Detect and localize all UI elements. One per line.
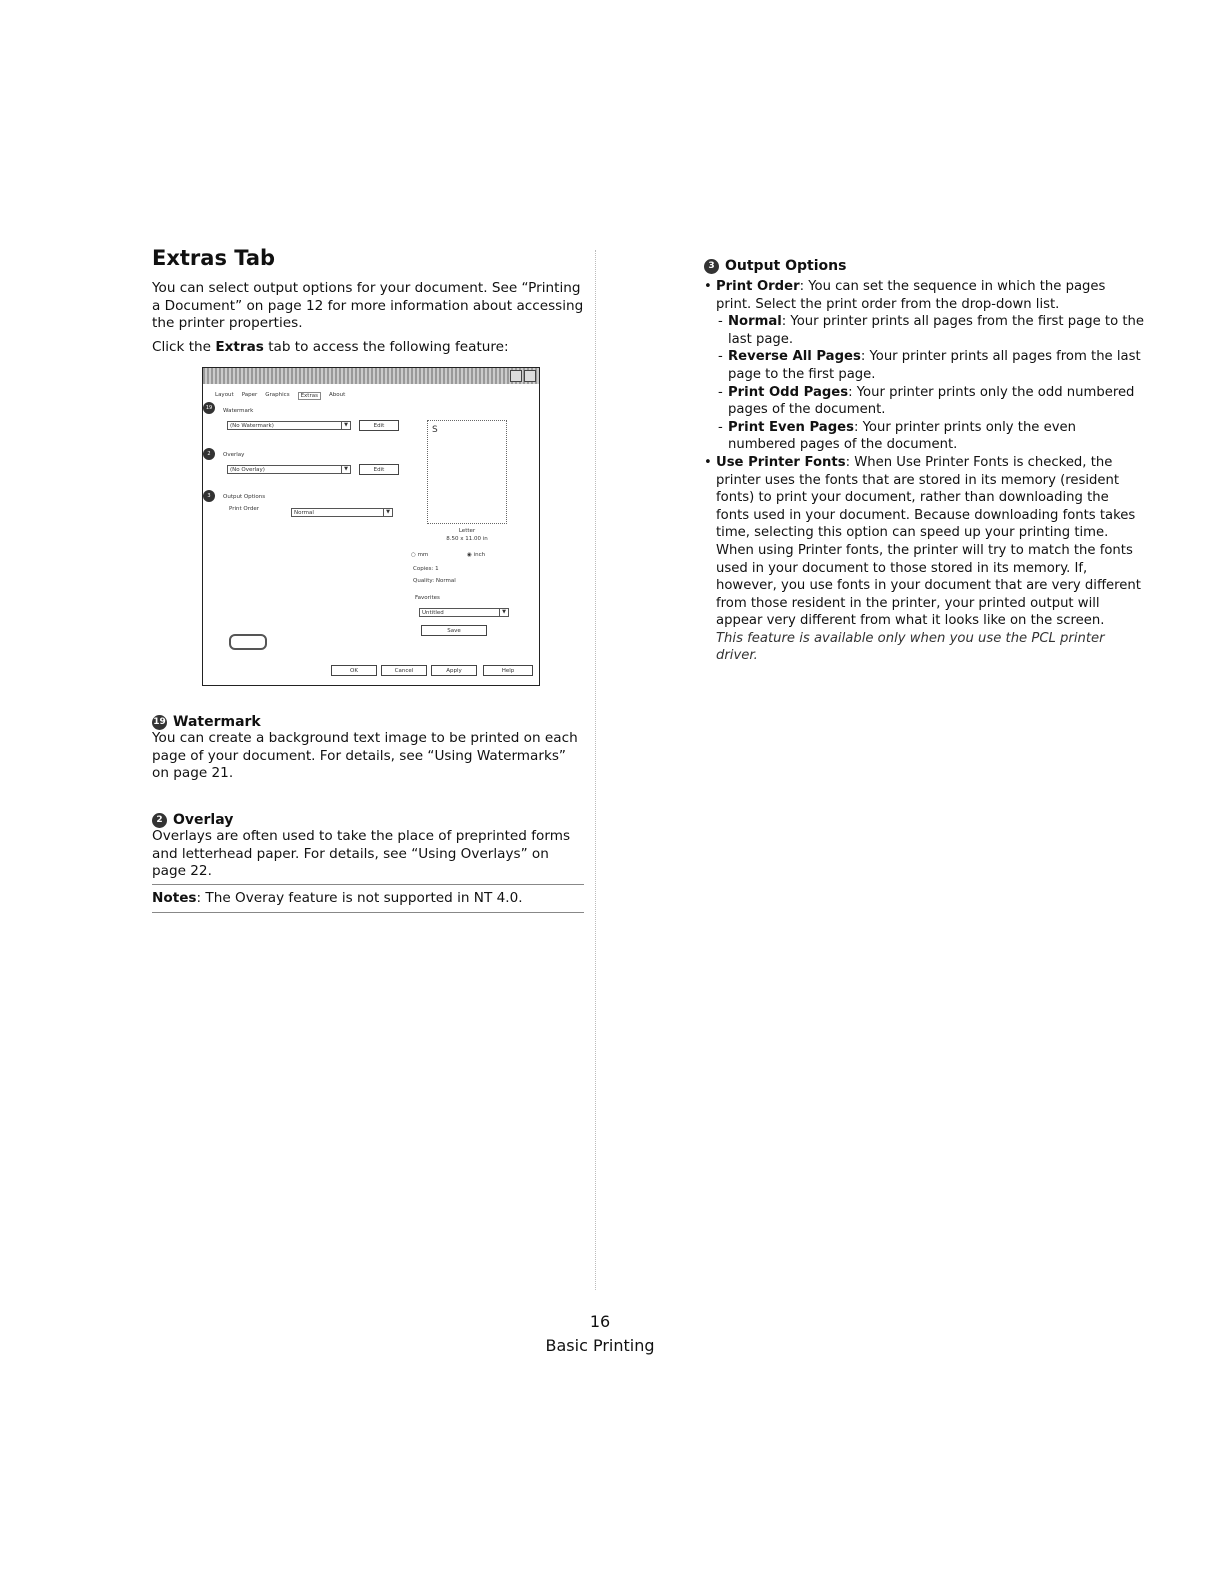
list-item-print-order — [704, 278, 1144, 454]
unit-inch-radio[interactable]: ◉ inch — [467, 552, 486, 558]
tab-paper[interactable]: Paper — [241, 392, 258, 398]
watermark-heading — [152, 714, 584, 730]
preview-letter: S — [432, 425, 438, 435]
watermark-text: You can create a background text image to be printed on each page of your document. For details, see “Using Watermarks” on page 21. — [152, 730, 578, 782]
badge-output-icon: 3 — [704, 259, 719, 274]
list-item — [716, 313, 1144, 348]
page-title: Extras Tab — [152, 246, 276, 270]
left-column — [152, 246, 584, 362]
overlay-text: Overlays are often used to take the place of preprinted forms and letterhead paper. For details, see “Using Overlays” on page 22. — [152, 828, 571, 880]
list-item-printer-fonts — [704, 454, 1144, 665]
tab-layout[interactable]: Layout — [215, 392, 234, 398]
right-column — [704, 258, 1144, 665]
list-item — [716, 384, 1144, 419]
watermark-section — [152, 714, 584, 789]
output-options-heading — [704, 258, 1144, 274]
apply-button[interactable]: Apply — [431, 665, 477, 676]
fonts-text: : When Use Printer Fonts is checked, the printer uses the fonts that are stored in its memory (resident fonts) to print your document, rather than downloading the fonts used in your document. Because downloading fonts takes time, selecting this option can speed up your printing time. When using Printer fonts, the printer will try to match the fonts used in your document to those stored in its memory. If, however, you use fonts in your document that are very different from those resident in the printer, your printed output will appear very different from what it looks like on the screen. — [716, 454, 1141, 629]
favorites-value: Untitled — [422, 610, 444, 616]
intro-paragraph: You can select output options for your document. See “Printing a Document” on page 12 for more information about accessing the printer properties. — [152, 280, 584, 332]
sub-text: : Your printer prints only the odd numbered pages of the document. — [728, 384, 1135, 418]
ok-button[interactable]: OK — [331, 665, 377, 676]
sub-bold: Reverse All Pages — [728, 349, 861, 365]
sub-text: : Your printer prints all pages from the last page to the first page. — [728, 349, 1141, 382]
badge-watermark: 19 — [203, 402, 215, 414]
print-order-value: Normal — [294, 510, 314, 516]
help-window-icon[interactable] — [510, 370, 522, 382]
overlay-heading-text: Overlay — [173, 812, 234, 828]
chevron-down-icon: ▼ — [341, 466, 350, 473]
notes-label: Notes — [152, 890, 197, 906]
page-number: 16 — [589, 1312, 611, 1331]
sub-text: : Your printer prints only the even numbered pages of the document. — [728, 419, 1077, 453]
sub-bold: Print Odd Pages — [728, 384, 849, 400]
output-options-heading-text: Output Options — [725, 258, 847, 274]
brand-logo — [229, 634, 267, 650]
badge-output: 3 — [203, 490, 215, 502]
badge-watermark-icon: 19 — [152, 715, 167, 730]
overlay-section — [152, 812, 584, 887]
watermark-select[interactable] — [227, 421, 351, 430]
quality-text: Quality: Normal — [413, 578, 456, 584]
list-item — [716, 348, 1144, 383]
chevron-down-icon: ▼ — [341, 422, 350, 429]
overlay-label: Overlay — [223, 452, 245, 458]
copies-text: Copies: 1 — [413, 566, 439, 572]
dialog-tabs — [215, 392, 345, 400]
close-window-icon[interactable] — [524, 370, 536, 382]
chevron-down-icon: ▼ — [499, 609, 508, 616]
overlay-value: (No Overlay) — [230, 467, 265, 473]
window-buttons — [510, 370, 536, 382]
click-prefix: Click the — [152, 338, 216, 355]
print-order-bold: Print Order — [716, 279, 800, 294]
overlay-heading — [152, 812, 584, 828]
output-options-label: Output Options — [223, 494, 266, 500]
sub-text: : Your printer prints all pages from the first page to the last page. — [728, 314, 1144, 347]
watermark-edit-button[interactable]: Edit — [359, 420, 399, 431]
tab-graphics[interactable]: Graphics — [265, 392, 290, 398]
sub-bold: Normal — [728, 314, 782, 330]
paper-preview — [427, 420, 507, 524]
print-order-sublist — [716, 313, 1144, 454]
click-suffix: tab to access the following feature: — [263, 338, 509, 355]
dialog-titlebar — [203, 368, 539, 384]
notes-text: : The Overay feature is not supported in NT 4.0. — [196, 890, 523, 906]
unit-inch-label: inch — [473, 552, 486, 558]
watermark-heading-text: Watermark — [173, 714, 261, 730]
badge-overlay-icon: 2 — [152, 813, 167, 828]
output-options-list — [704, 278, 1144, 665]
print-order-text: : You can set the sequence in which the pages print. Select the print order from the drop-down list. — [716, 279, 1106, 312]
tab-about[interactable]: About — [328, 392, 346, 398]
print-order-label: Print Order — [229, 506, 260, 512]
click-bold: Extras — [215, 338, 264, 355]
help-button[interactable]: Help — [483, 665, 533, 676]
overlay-select[interactable] — [227, 465, 351, 474]
notes-box — [152, 884, 584, 913]
watermark-label: Watermark — [223, 408, 254, 414]
fonts-bold: Use Printer Fonts — [716, 454, 846, 470]
footer-section: Basic Printing — [545, 1336, 655, 1355]
tab-extras[interactable]: Extras — [298, 392, 321, 400]
overlay-edit-button[interactable]: Edit — [359, 464, 399, 475]
column-divider — [595, 250, 596, 1290]
watermark-value: (No Watermark) — [230, 423, 274, 429]
favorites-save-button[interactable]: Save — [421, 625, 487, 636]
unit-mm-label: mm — [417, 552, 429, 558]
sub-bold: Print Even Pages — [728, 419, 854, 435]
paper-size: 8.50 x 11.00 in — [446, 536, 488, 542]
paper-name: Letter — [458, 528, 476, 534]
print-order-select[interactable] — [291, 508, 393, 517]
list-item — [716, 419, 1144, 454]
favorites-select[interactable] — [419, 608, 509, 617]
favorites-label: Favorites — [415, 595, 440, 601]
click-instruction — [152, 339, 584, 357]
chevron-down-icon: ▼ — [383, 509, 392, 516]
cancel-button[interactable]: Cancel — [381, 665, 427, 676]
badge-overlay: 2 — [203, 448, 215, 460]
unit-mm-radio[interactable]: ○ mm — [411, 552, 429, 558]
printer-properties-dialog — [202, 367, 540, 686]
pcl-note: This feature is available only when you use the PCL printer driver. — [716, 630, 1105, 664]
